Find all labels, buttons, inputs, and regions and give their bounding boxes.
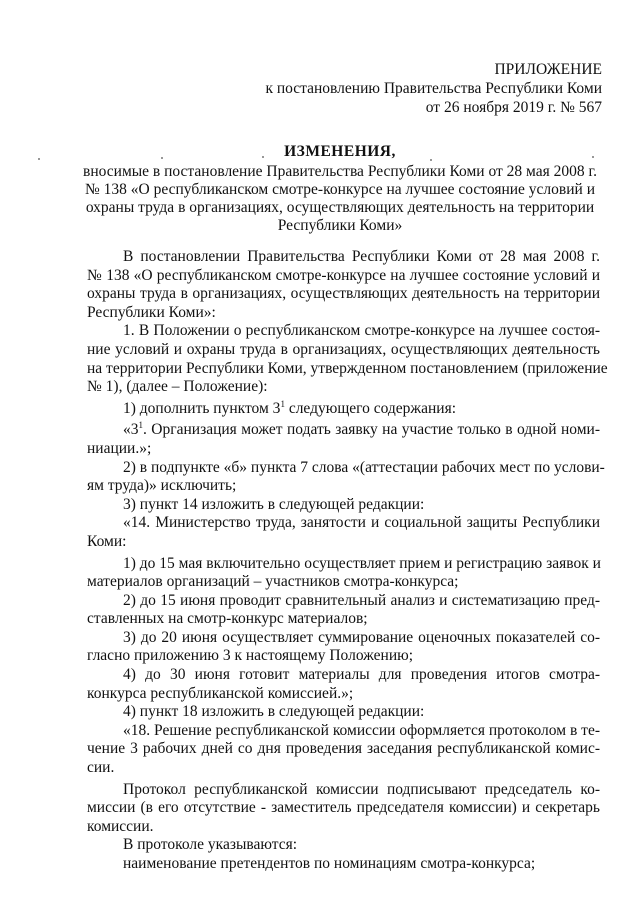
- appendix-label: ПРИЛОЖЕНИЕ: [494, 61, 602, 78]
- body-line-text: следующего содержания:: [284, 399, 457, 417]
- body-line-text: «3: [123, 421, 139, 439]
- scan-speck: [430, 159, 432, 161]
- body-line: 1) до 15 мая включительно осуществляет прием и регистрацию заявок и: [123, 554, 601, 572]
- body-line: ниации.»;: [87, 439, 152, 457]
- appendix-resolution-ref: к постановлению Правительства Республики Коми: [265, 80, 602, 97]
- body-line: гласно приложению 3 к настоящему Положению;: [87, 647, 414, 665]
- body-line: ям труда)» исключить;: [87, 477, 237, 495]
- superscript-mark: 1: [280, 398, 285, 409]
- body-line: 4) до 30 июня готовит материалы для проведения итогов смотра-: [123, 666, 600, 684]
- document-heading: [80, 143, 600, 235]
- body-line: «18. Решение республиканской комиссии оформляется протоколом в те-: [123, 721, 600, 739]
- body-line: № 138 «О республиканском смотре-конкурсе на лучшее состояние условий и: [87, 266, 600, 284]
- body-line: сии.: [87, 759, 115, 777]
- scan-speck: [592, 156, 594, 158]
- body-line: Республики Коми»:: [87, 303, 216, 321]
- body-line: [87, 421, 600, 440]
- body-line: комиссии.: [87, 817, 154, 835]
- superscript-mark: 1: [138, 420, 143, 431]
- body-line: на территории Республики Коми, утвержденном постановлением (приложение: [87, 359, 608, 377]
- scan-speck: [161, 157, 163, 159]
- body-line: В протоколе указываются:: [123, 836, 298, 854]
- body-line: 1. В Положении о республиканском смотре-конкурсе на лучшее состоя-: [123, 322, 600, 340]
- document-subtitle-line: Республики Коми»: [277, 217, 403, 234]
- scan-speck: [262, 156, 264, 158]
- body-line: «14. Министерство труда, занятости и социальной защиты Республики: [123, 514, 600, 532]
- body-line: миссии (в его отсутствие - заместитель председателя комиссии) и секретарь: [87, 799, 600, 817]
- body-line: 3) до 20 июня осуществляет суммирование оценочных показателей со-: [123, 628, 600, 646]
- body-line: наименование претендентов по номинациям смотра-конкурса;: [123, 855, 536, 872]
- document-subtitle-line: № 138 «О республиканском смотре-конкурсе на лучшее состояние условий и: [84, 181, 595, 198]
- body-line: [87, 400, 600, 419]
- body-line: Коми:: [87, 532, 127, 550]
- body-line: В постановлении Правительства Республики Коми от 28 мая 2008 г.: [123, 248, 600, 265]
- appendix-date-number: от 26 ноября 2019 г. № 567: [425, 99, 602, 116]
- body-line: № 1), (далее – Положение):: [87, 378, 268, 396]
- body-line: 2) в подпункте «б» пункта 7 слова «(аттестации рабочих мест по услови-: [123, 458, 605, 476]
- body-line: ние условий и охраны труда в организациях, осуществляющих деятельность: [87, 340, 600, 358]
- scan-speck: [38, 158, 40, 160]
- body-line: охраны труда в организациях, осуществляющих деятельность на территории: [87, 285, 600, 303]
- body-line-text: 1) дополнить пунктом 3: [123, 399, 281, 417]
- body-line: материалов организаций – участников смотра-конкурса;: [87, 573, 459, 591]
- body-line: 2) до 15 июня проводит сравнительный анализ и систематизацию пред-: [123, 591, 600, 609]
- body-line: ставленных на смотр-конкурс материалов;: [87, 610, 368, 628]
- body-line: 4) пункт 18 изложить в следующей редакции:: [123, 703, 425, 721]
- body-line: 3) пункт 14 изложить в следующей редакции:: [123, 495, 425, 513]
- body-line: Протокол республиканской комиссии подписывают председатель ко-: [123, 780, 600, 798]
- document-body: [87, 248, 608, 874]
- body-line-text: . Организация может подать заявку на участие только в одной номи-: [143, 421, 600, 439]
- document-subtitle-line: вносимые в постановление Правительства Республики Коми от 28 мая 2008 г.: [83, 163, 597, 180]
- appendix-header: [182, 60, 602, 117]
- document-subtitle-line: охраны труда в организациях, осуществляющих деятельность на территории: [85, 199, 595, 216]
- body-line: чение 3 рабочих дней со дня проведения заседания республиканской комис-: [87, 740, 600, 758]
- body-line: конкурса республиканской комиссией.»;: [87, 684, 354, 702]
- document-title: ИЗМЕНЕНИЯ,: [284, 143, 396, 160]
